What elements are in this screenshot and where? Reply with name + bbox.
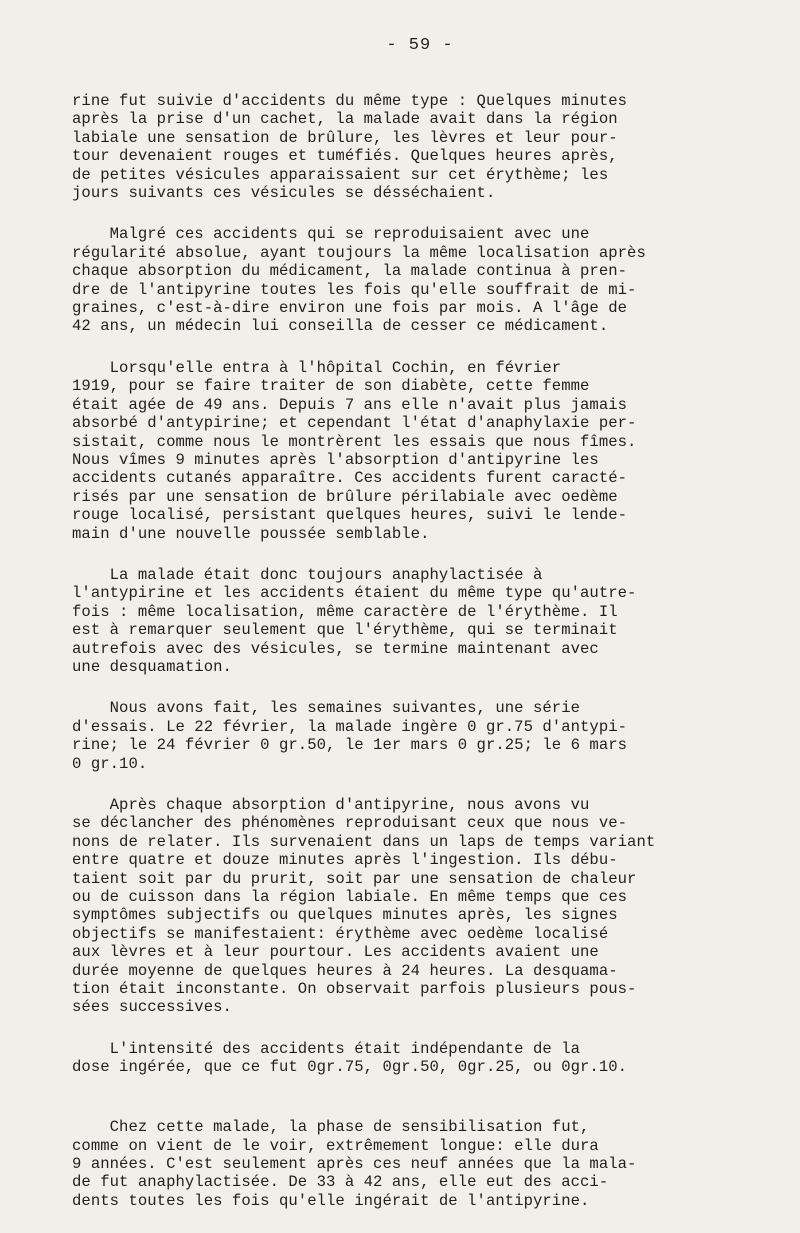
- text-line: dents toutes les fois qu'elle ingérait de l'antipyrine.: [72, 1191, 590, 1210]
- text-line: absorbé d'antypirine; et cependant l'état d'anaphylaxie per-: [72, 414, 637, 433]
- text-line: 42 ans, un médecin lui conseilla de cesser ce médicament.: [72, 317, 609, 336]
- text-line: nons de relater. Ils survenaient dans un laps de temps variant: [72, 832, 656, 851]
- text-line: comme on vient de le voir, extrêmement longue: elle dura: [72, 1136, 599, 1155]
- text-line: 1919, pour se faire traiter de son diabète, cette femme: [72, 377, 590, 396]
- text-line: Nous vîmes 9 minutes après l'absorption d'antipyrine les: [72, 450, 599, 469]
- text-line: d'essais. Le 22 février, la malade ingère 0 gr.75 d'antypi-: [72, 717, 628, 736]
- paragraph-4: [72, 566, 772, 676]
- text-line: sistait, comme nous le montrèrent les essais que nous fîmes.: [72, 432, 637, 451]
- text-line: de petites vésicules apparaissaient sur cet érythème; les: [72, 165, 609, 184]
- body-text: [72, 92, 772, 1233]
- text-line: chaque absorption du médicament, la malade continua à pren-: [72, 262, 628, 281]
- paragraph-1: [72, 92, 772, 202]
- text-line: de fut anaphylactisée. De 33 à 42 ans, elle eut des acci-: [72, 1173, 609, 1192]
- text-line: tion était inconstante. On observait parfois plusieurs pous-: [72, 980, 637, 999]
- paragraph-5: [72, 699, 772, 773]
- text-line: dose ingérée, que ce fut 0gr.75, 0gr.50, 0gr.25, ou 0gr.10.: [72, 1058, 628, 1077]
- text-line: risés par une sensation de brûlure périlabiale avec oedème: [72, 487, 618, 506]
- text-line: sées successives.: [72, 998, 232, 1017]
- text-line: une desquamation.: [72, 657, 232, 676]
- text-line: se déclancher des phénomènes reproduisant ceux que nous ve-: [72, 814, 628, 833]
- text-line: rine fut suivie d'accidents du même type : Quelques minutes: [72, 92, 628, 110]
- text-line: taient soit par du prurit, soit par une sensation de chaleur: [72, 869, 637, 888]
- text-line: graines, c'est-à-dire environ une fois par mois. A l'âge de: [72, 299, 628, 318]
- text-line: tour devenaient rouges et tuméfiés. Quelques heures après,: [72, 147, 618, 166]
- paragraph-6: [72, 796, 772, 1017]
- paragraph-2: [72, 225, 772, 335]
- paragraph-3: [72, 359, 772, 543]
- text-line: Chez cette malade, la phase de sensibilisation fut,: [72, 1118, 590, 1137]
- text-line: fois : même localisation, même caractère de l'érythème. Il: [72, 602, 618, 621]
- text-line: dre de l'antipyrine toutes les fois qu'elle souffrait de mi-: [72, 280, 637, 299]
- text-line: symptômes subjectifs ou quelques minutes après, les signes: [72, 906, 618, 925]
- text-line: rine; le 24 février 0 gr.50, le 1er mars 0 gr.25; le 6 mars: [72, 736, 628, 755]
- paragraph-7: [72, 1040, 772, 1077]
- paragraph-8: [72, 1100, 772, 1210]
- text-line: accidents cutanés apparaître. Ces accidents furent caracté-: [72, 469, 628, 488]
- text-line: durée moyenne de quelques heures à 24 heures. La desquama-: [72, 961, 618, 980]
- text-line: était agée de 49 ans. Depuis 7 ans elle n'avait plus jamais: [72, 395, 628, 414]
- text-line: autrefois avec des vésicules, se termine maintenant avec: [72, 639, 599, 658]
- text-line: entre quatre et douze minutes après l'ingestion. Ils débu-: [72, 851, 618, 870]
- text-line: l'antypirine et les accidents étaient du même type qu'autre-: [72, 584, 637, 603]
- text-line: après la prise d'un cachet, la malade avait dans la région: [72, 110, 618, 129]
- text-line: Malgré ces accidents qui se reproduisaient avec une: [72, 225, 590, 244]
- text-line: Nous avons fait, les semaines suivantes, une série: [72, 699, 581, 718]
- text-line: objectifs se manifestaient: érythème avec oedème localisé: [72, 924, 609, 943]
- text-line: 9 années. C'est seulement après ces neuf années que la mala-: [72, 1154, 637, 1173]
- text-line: Lorsqu'elle entra à l'hôpital Cochin, en février: [72, 358, 562, 377]
- text-line: [72, 1100, 772, 1118]
- text-line: labiale une sensation de brûlure, les lèvres et leur pour-: [72, 128, 618, 147]
- text-line: Après chaque absorption d'antipyrine, nous avons vu: [72, 796, 590, 814]
- text-line: La malade était donc toujours anaphylactisée à: [72, 565, 543, 584]
- text-line: ou de cuisson dans la région labiale. En même temps que ces: [72, 888, 628, 907]
- text-line: rouge localisé, persistant quelques heures, suivi le lende-: [72, 506, 628, 525]
- text-line: jours suivants ces vésicules se désséchaient.: [72, 184, 496, 203]
- text-line: main d'une nouvelle poussée semblable.: [72, 524, 430, 543]
- text-line: régularité absolue, ayant toujours la même localisation après: [72, 243, 646, 262]
- text-line: est à remarquer seulement que l'érythème, qui se terminait: [72, 621, 618, 640]
- page-number: - 59 -: [386, 36, 454, 55]
- text-line: L'intensité des accidents était indépendante de la: [72, 1039, 581, 1058]
- text-line: aux lèvres et à leur pourtour. Les accidents avaient une: [72, 943, 599, 962]
- text-line: 0 gr.10.: [72, 754, 148, 773]
